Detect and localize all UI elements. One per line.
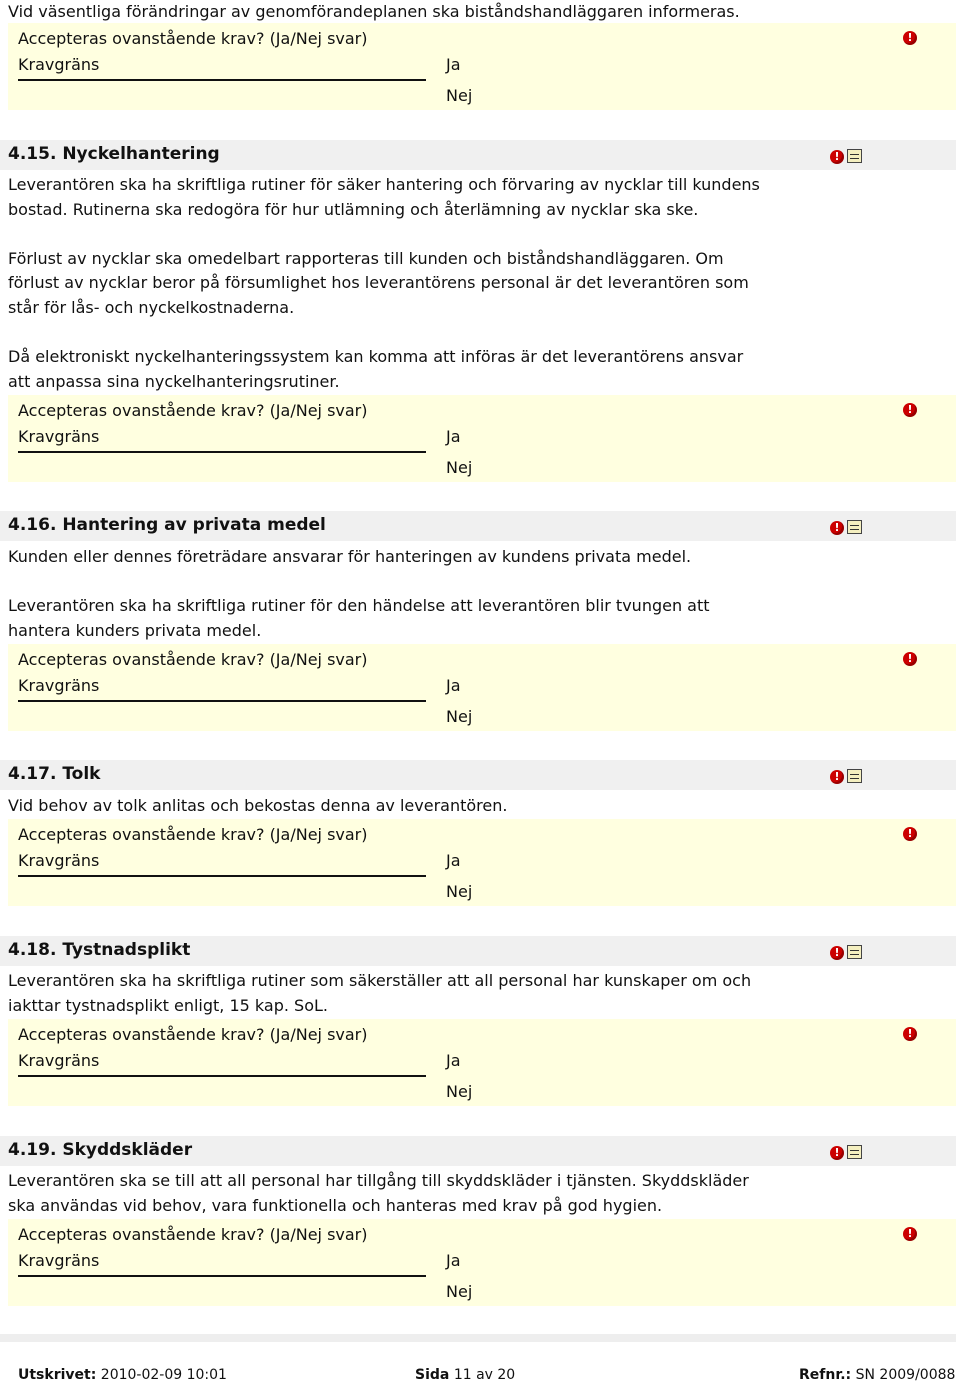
section-title: 4.16. Hantering av privata medel: [8, 515, 326, 535]
footer-ref-label: Refnr.:: [799, 1367, 852, 1383]
option-yes[interactable]: Ja: [446, 55, 461, 74]
kravgrans-label: Kravgräns: [18, 1251, 100, 1270]
question-label: Accepteras ovanstående krav? (Ja/Nej svar): [18, 29, 368, 48]
answer-block: [8, 1219, 956, 1306]
exclamation-icon: !: [903, 31, 917, 45]
question-label: Accepteras ovanstående krav? (Ja/Nej svar): [18, 1025, 368, 1044]
kravgrans-underline: [18, 451, 426, 453]
kravgrans-underline: [18, 1275, 426, 1277]
body-line: Kunden eller dennes företrädare ansvarar för hanteringen av kundens privata medel.: [8, 547, 692, 566]
exclamation-icon: !: [903, 1027, 917, 1041]
answer-block: [8, 395, 956, 482]
section-header: [0, 936, 956, 966]
exclamation-icon[interactable]: !: [830, 770, 844, 784]
body-line: Leverantören ska ha skriftliga rutiner för säker hantering och förvaring av nycklar till kundens: [8, 175, 760, 194]
section-title: 4.19. Skyddskläder: [8, 1140, 193, 1160]
exclamation-icon[interactable]: !: [830, 150, 844, 164]
body-line: förlust av nycklar beror på försumlighet hos leverantörens personal är det leverantören som: [8, 273, 749, 292]
answer-block: [8, 644, 956, 731]
option-yes[interactable]: Ja: [446, 1051, 461, 1070]
exclamation-icon: !: [903, 403, 917, 417]
section-header: [0, 140, 956, 170]
body-line: Förlust av nycklar ska omedelbart rapporteras till kunden och biståndshandläggaren. Om: [8, 249, 724, 268]
body-line: Vid behov av tolk anlitas och bekostas denna av leverantören.: [8, 796, 508, 815]
kravgrans-underline: [18, 875, 426, 877]
body-line: Leverantören ska ha skriftliga rutiner som säkerställer att all personal har kunskaper om och: [8, 971, 752, 990]
exclamation-icon: !: [903, 1227, 917, 1241]
intro-text: Vid väsentliga förändringar av genomförandeplanen ska biståndshandläggaren informeras.: [8, 2, 740, 21]
footer-page: [415, 1367, 515, 1383]
exclamation-icon[interactable]: !: [830, 1146, 844, 1160]
body-line: hantera kunders privata medel.: [8, 621, 262, 640]
answer-block: [8, 819, 956, 906]
option-no[interactable]: Nej: [446, 458, 473, 477]
body-line: Leverantören ska ha skriftliga rutiner för den händelse att leverantören blir tvungen att: [8, 596, 710, 615]
body-line: Leverantören ska se till att all personal har tillgång till skyddskläder i tjänsten. Skyddskläder: [8, 1171, 749, 1190]
answer-block: [8, 23, 956, 110]
option-no[interactable]: Nej: [446, 1282, 473, 1301]
option-yes[interactable]: Ja: [446, 676, 461, 695]
footer-printed: [18, 1367, 227, 1383]
exclamation-icon[interactable]: !: [830, 946, 844, 960]
note-icon[interactable]: [847, 1145, 862, 1159]
body-line: Då elektroniskt nyckelhanteringssystem kan komma att införas är det leverantörens ansvar: [8, 347, 744, 366]
kravgrans-underline: [18, 1075, 426, 1077]
body-line: att anpassa sina nyckelhanteringsrutiner.: [8, 372, 340, 391]
body-line: bostad. Rutinerna ska redogöra för hur utlämning och återlämning av nycklar ska ske.: [8, 200, 699, 219]
option-no[interactable]: Nej: [446, 86, 473, 105]
footer-page-value: 11 av 20: [453, 1367, 516, 1383]
body-line: iakttar tystnadsplikt enligt, 15 kap. SoL.: [8, 996, 328, 1015]
kravgrans-label: Kravgräns: [18, 676, 100, 695]
section-title: 4.15. Nyckelhantering: [8, 144, 220, 164]
exclamation-icon: !: [903, 827, 917, 841]
kravgrans-label: Kravgräns: [18, 1051, 100, 1070]
question-label: Accepteras ovanstående krav? (Ja/Nej svar): [18, 1225, 368, 1244]
footer-printed-label: Utskrivet:: [18, 1367, 97, 1383]
section-title: 4.18. Tystnadsplikt: [8, 940, 191, 960]
question-label: Accepteras ovanstående krav? (Ja/Nej svar): [18, 825, 368, 844]
kravgrans-underline: [18, 700, 426, 702]
section-header: [0, 760, 956, 790]
body-line: står för lås- och nyckelkostnaderna.: [8, 298, 295, 317]
question-label: Accepteras ovanstående krav? (Ja/Nej svar): [18, 401, 368, 420]
note-icon[interactable]: [847, 520, 862, 534]
note-icon[interactable]: [847, 769, 862, 783]
exclamation-icon: !: [903, 652, 917, 666]
answer-block: [8, 1019, 956, 1106]
kravgrans-underline: [18, 79, 426, 81]
note-icon[interactable]: [847, 149, 862, 163]
option-no[interactable]: Nej: [446, 882, 473, 901]
body-line: ska användas vid behov, vara funktionella och hanteras med krav på god hygien.: [8, 1196, 663, 1215]
kravgrans-label: Kravgräns: [18, 427, 100, 446]
footer-page-label: Sida: [415, 1367, 450, 1383]
option-yes[interactable]: Ja: [446, 427, 461, 446]
kravgrans-label: Kravgräns: [18, 55, 100, 74]
option-yes[interactable]: Ja: [446, 851, 461, 870]
option-no[interactable]: Nej: [446, 1082, 473, 1101]
section-header: [0, 1136, 956, 1166]
section-title: 4.17. Tolk: [8, 764, 101, 784]
question-label: Accepteras ovanstående krav? (Ja/Nej svar): [18, 650, 368, 669]
kravgrans-label: Kravgräns: [18, 851, 100, 870]
footer-printed-value: 2010-02-09 10:01: [100, 1367, 227, 1383]
footer-ref-value: SN 2009/0088: [855, 1367, 956, 1383]
footer-divider: [0, 1334, 956, 1342]
option-no[interactable]: Nej: [446, 707, 473, 726]
exclamation-icon[interactable]: !: [830, 521, 844, 535]
section-header: [0, 511, 956, 541]
option-yes[interactable]: Ja: [446, 1251, 461, 1270]
note-icon[interactable]: [847, 945, 862, 959]
footer-ref: [799, 1367, 955, 1383]
